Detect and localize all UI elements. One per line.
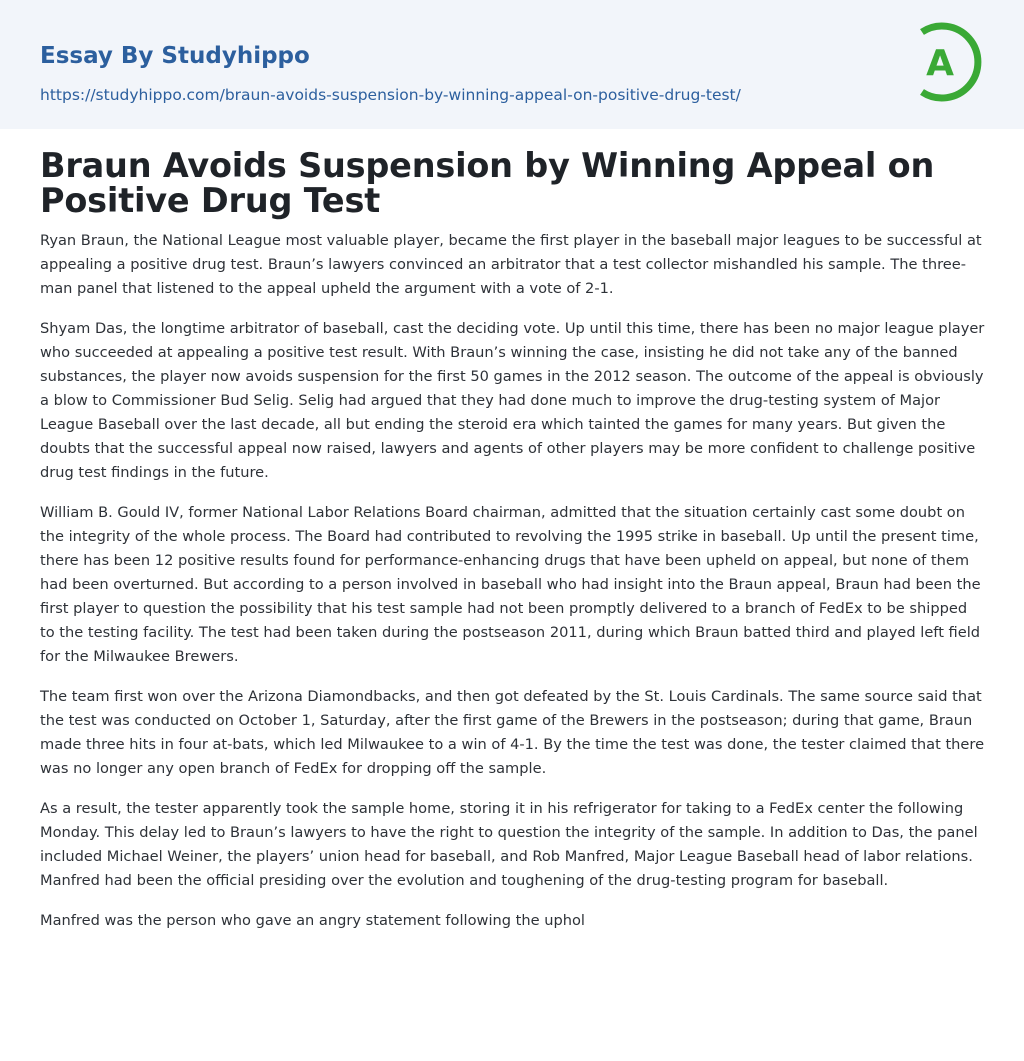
document-title: Braun Avoids Suspension by Winning Appeal on Positive Drug Test — [40, 146, 935, 220]
paragraph: As a result, the tester apparently took the sample home, storing it in his refrigerator for taking to a FedEx center the following Monday. This delay led to Braun’s lawyers to have the right to question the integrity of the sample. In addition to Das, the panel included Michael Weiner, the players’ union head for baseball, and Rob Manfred, Major League Baseball head of labor relations. Manfred had been the official presiding over the evolution and toughening of the drug-testing program for baseball. — [40, 800, 978, 889]
paragraph: Shyam Das, the longtime arbitrator of baseball, cast the deciding vote. Up until this time, there has been no major league player who succeeded at appealing a positive test result. With Braun’s winning the case, insisting he did not take any of the banned substances, the player now avoids suspension for the first 50 games in the 2012 season. The outcome of the appeal is obviously a blow to Commissioner Bud Selig. Selig had argued that they had done much to improve the drug-testing system of Major League Baseball over the last decade, all but ending the steroid era which tainted the games for many years. But given the doubts that the successful appeal now raised, lawyers and agents of other players may be more confident to challenge positive drug test findings in the future. — [40, 320, 985, 481]
logo-letter: A — [926, 43, 954, 84]
source-url-link[interactable]: https://studyhippo.com/braun-avoids-suspension-by-winning-appeal-on-positive-drug-test/ — [40, 86, 741, 104]
paragraph: Ryan Braun, the National League most valuable player, became the first player in the baseball major leagues to be successful at appealing a positive drug test. Braun’s lawyers convinced an arbitrator that a test collector mishandled his sample. The three-man panel that listened to the appeal upheld the argument with a vote of 2-1. — [40, 232, 982, 297]
paragraph: Manfred was the person who gave an angry statement following the uphol — [40, 912, 585, 929]
brand-title: Essay By Studyhippo — [40, 43, 310, 69]
document-body — [40, 229, 985, 949]
paragraph: The team first won over the Arizona Diamondbacks, and then got defeated by the St. Louis Cardinals. The same source said that the test was conducted on October 1, Saturday, after the first game of the Brewers in the postseason; during that game, Braun made three hits in four at-bats, which led Milwaukee to a win of 4-1. By the time the test was done, the tester claimed that there was no longer any open branch of FedEx for dropping off the sample. — [40, 688, 985, 777]
paragraph: William B. Gould IV, former National Labor Relations Board chairman, admitted that the situation certainly cast some doubt on the integrity of the whole process. The Board had contributed to revolving the 1995 strike in baseball. Up until the present time, there has been 12 positive results found for performance-enhancing drugs that have been upheld on appeal, but none of them had been overturned. But according to a person involved in baseball who had insight into the Braun appeal, Braun had been the first player to question the possibility that his test sample had not been promptly delivered to a branch of FedEx to be shipped to the testing facility. The test had been taken during the postseason 2011, during which Braun batted third and played left field for the Milwaukee Brewers. — [40, 504, 981, 665]
